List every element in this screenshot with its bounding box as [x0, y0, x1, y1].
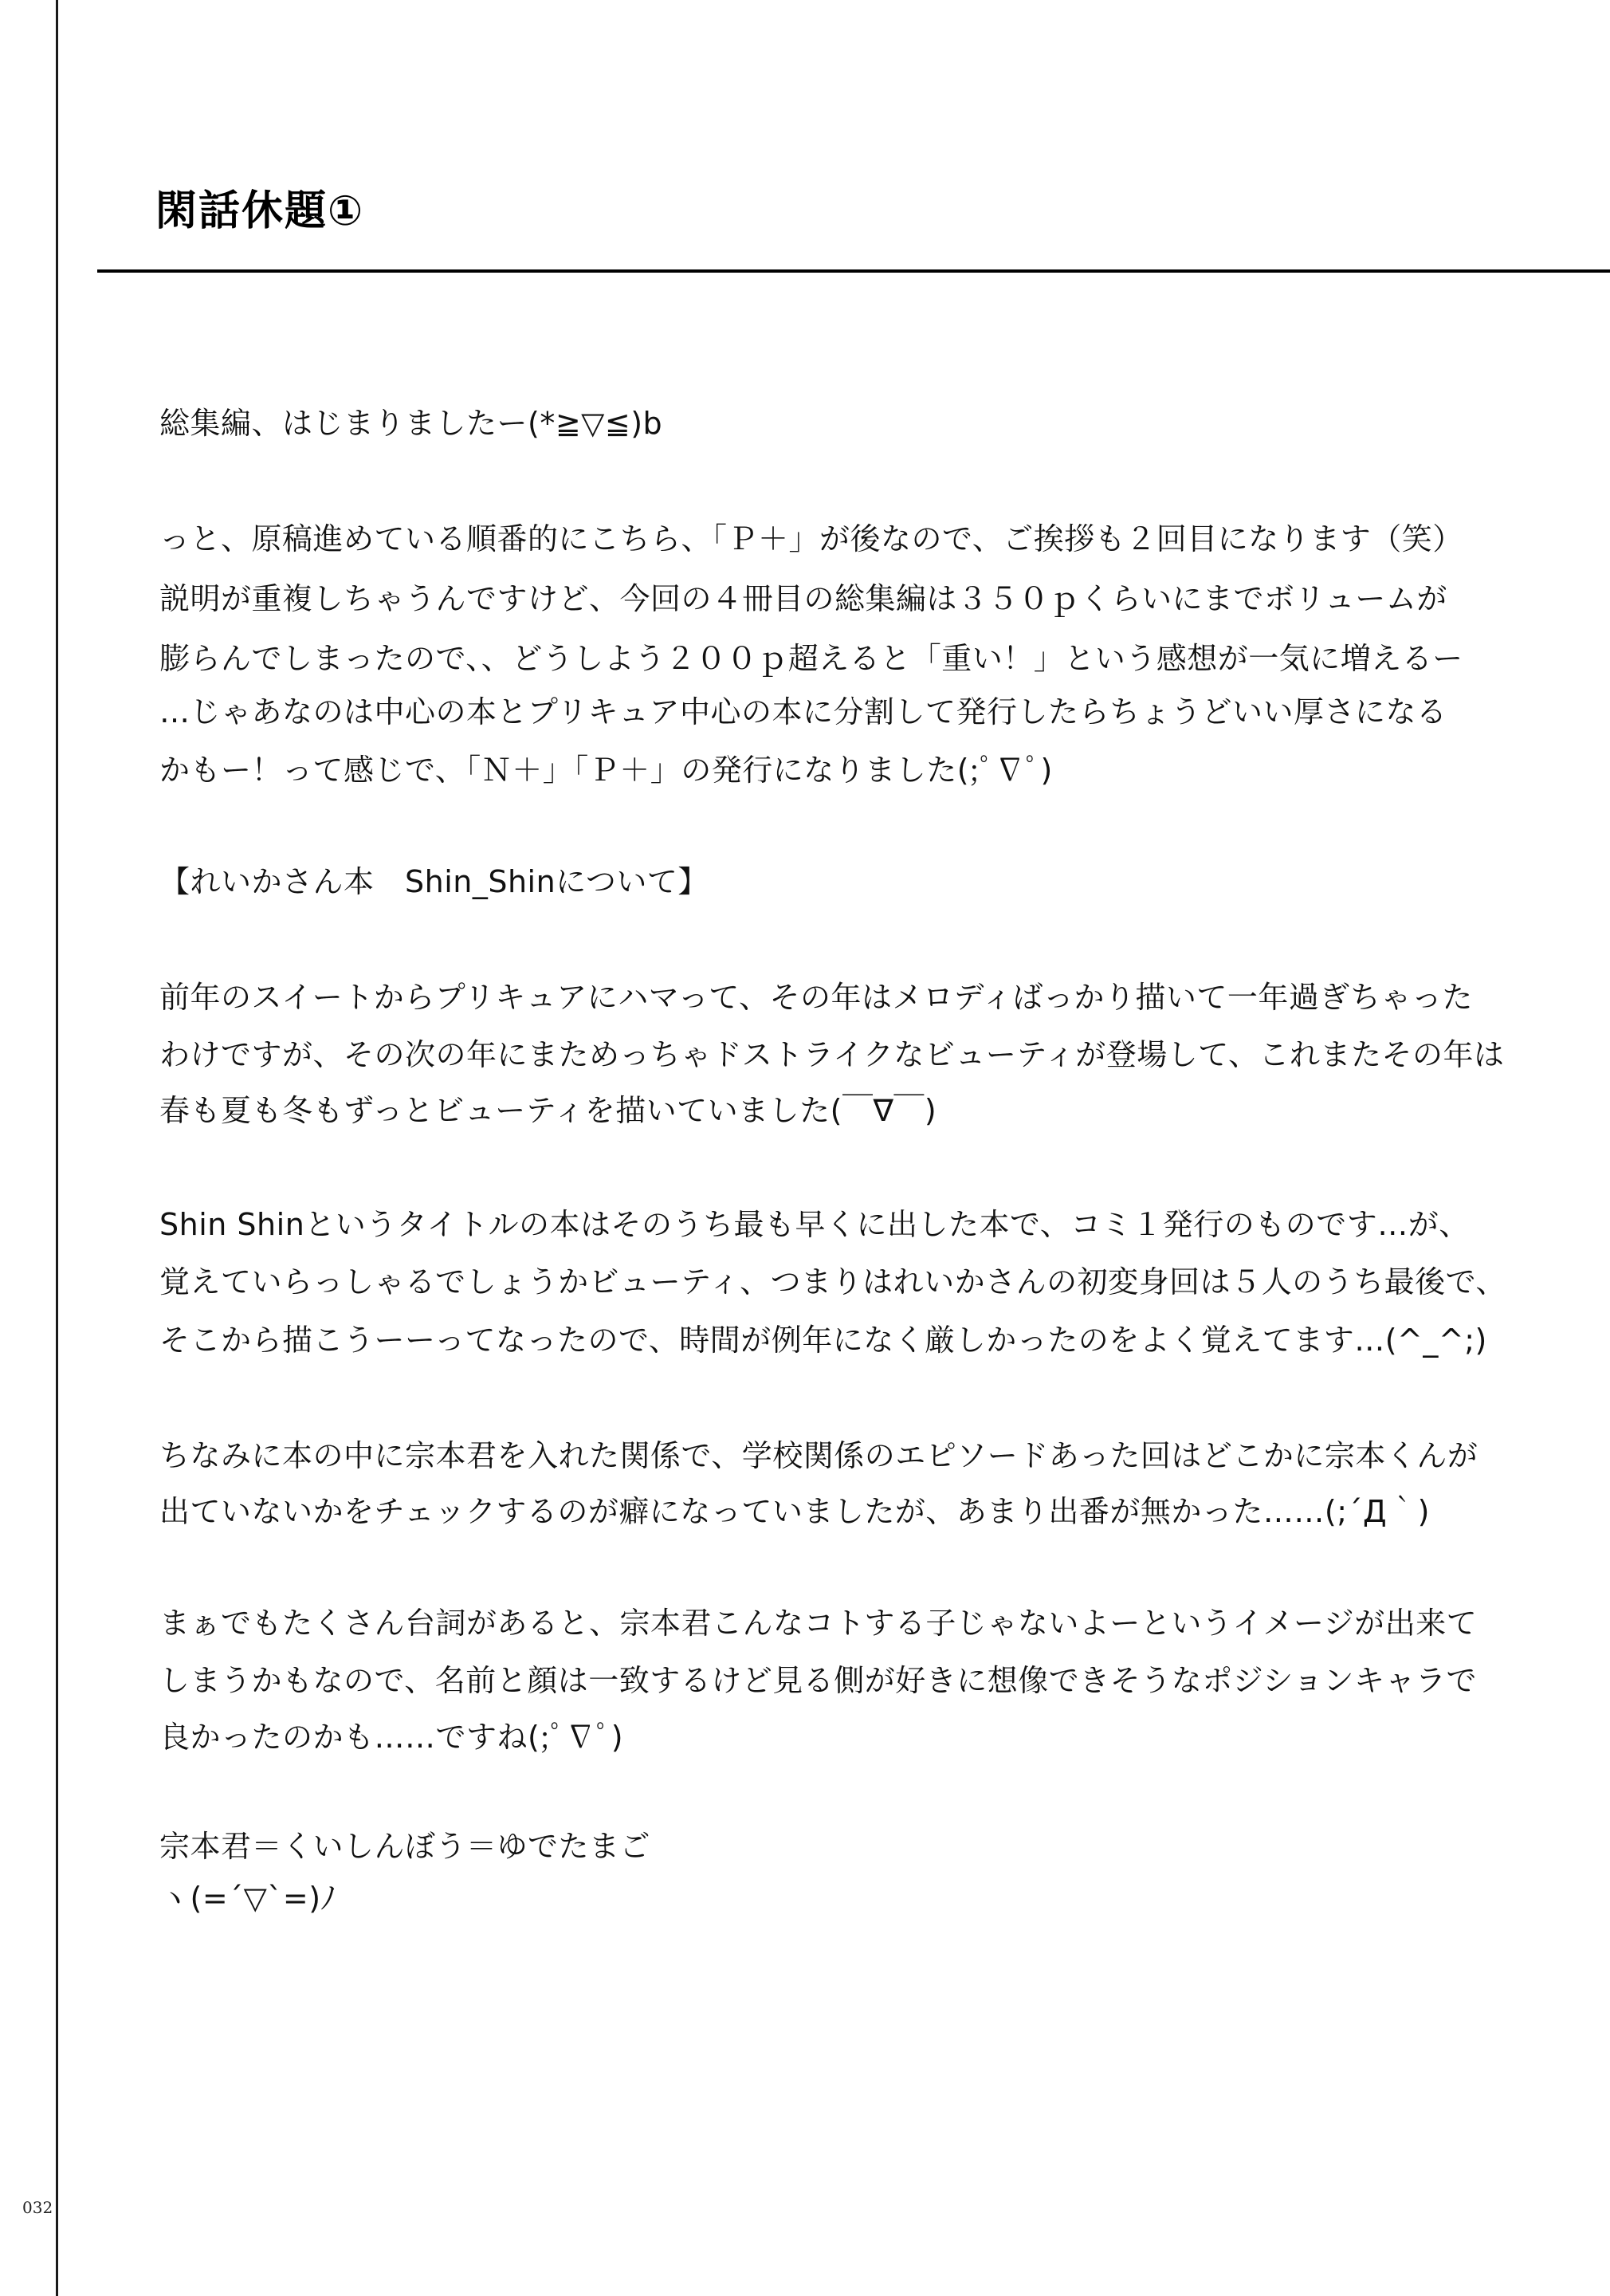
body-line: そこから描こうーーってなったので、時間が例年になく厳しかったのをよく覚えてます…(^_^;) [159, 1323, 1487, 1358]
body-line: ちなみに本の中に宗本君を入れた関係で、学校関係のエピソードあった回はどこかに宗本くんが [159, 1438, 1478, 1473]
body-line: 前年のスイートからプリキュアにハマって、その年はメロディばっかり描いて一年過ぎちゃった [159, 980, 1473, 1015]
body-line: 説明が重複しちゃうんですけど、今回の４冊目の総集編は３５０ｐくらいにまでボリュームが [159, 581, 1447, 616]
body-line: 覚えていらっしゃるでしょうかビューティ、つまりはれいかさんの初変身回は５人のうち最後で、 [159, 1264, 1506, 1299]
body-line: 総集編、はじまりましたー(*≧▽≦)b [159, 406, 663, 441]
body-line: 良かったのかも……ですね(;ﾟ∇ﾟ) [159, 1720, 624, 1755]
page-margin-line [56, 0, 58, 2296]
body-line: かもー！って感じで、「Ｎ＋」「Ｐ＋」の発行になりました(;ﾟ∇ﾟ) [159, 753, 1053, 788]
section-heading: 閑話休題① [155, 187, 365, 235]
body-line: ヽ(=´▽`=)ﾉ [159, 1881, 337, 1916]
body-line: しまうかもなので、名前と顔は一致するけど見る側が好きに想像できそうなポジションキャラで [159, 1663, 1478, 1698]
body-line: わけですが、その次の年にまためっちゃドストライクなビューティが登場して、これまたその年は [159, 1037, 1505, 1072]
subsection-heading: 【れいかさん本 Shin_Shinについて】 [159, 864, 709, 899]
body-line: 膨らんでしまったので、、どうしよう２００ｐ超えると「重い！」という感想が一気に増えるー [159, 641, 1463, 676]
body-line: 春も夏も冬もずっとビューティを描いていました(￣∇￣) [159, 1093, 937, 1128]
page-number: 032 [22, 2198, 53, 2217]
body-line: 宗本君＝くいしんぼう＝ゆでたまご [159, 1829, 651, 1864]
body-line: 出ていないかをチェックするのが癖になっていましたが、あまり出番が無かった……(;´Д｀) [159, 1494, 1431, 1529]
body-line: っと、原稿進めている順番的にこちら、「Ｐ＋」が後なので、ご挨拶も２回目になります（笑） [159, 521, 1463, 556]
body-line: まぁでもたくさん台詞があると、宗本君こんなコトする子じゃないよーというイメージが出来て [159, 1606, 1478, 1641]
body-line: …じゃあなのは中心の本とプリキュア中心の本に分割して発行したらちょうどいい厚さになる [159, 694, 1447, 729]
heading-underline [97, 269, 1610, 273]
body-line: Shin Shinというタイトルの本はそのうち最も早くに出した本で、コミ１発行のものです…が、 [159, 1207, 1470, 1242]
